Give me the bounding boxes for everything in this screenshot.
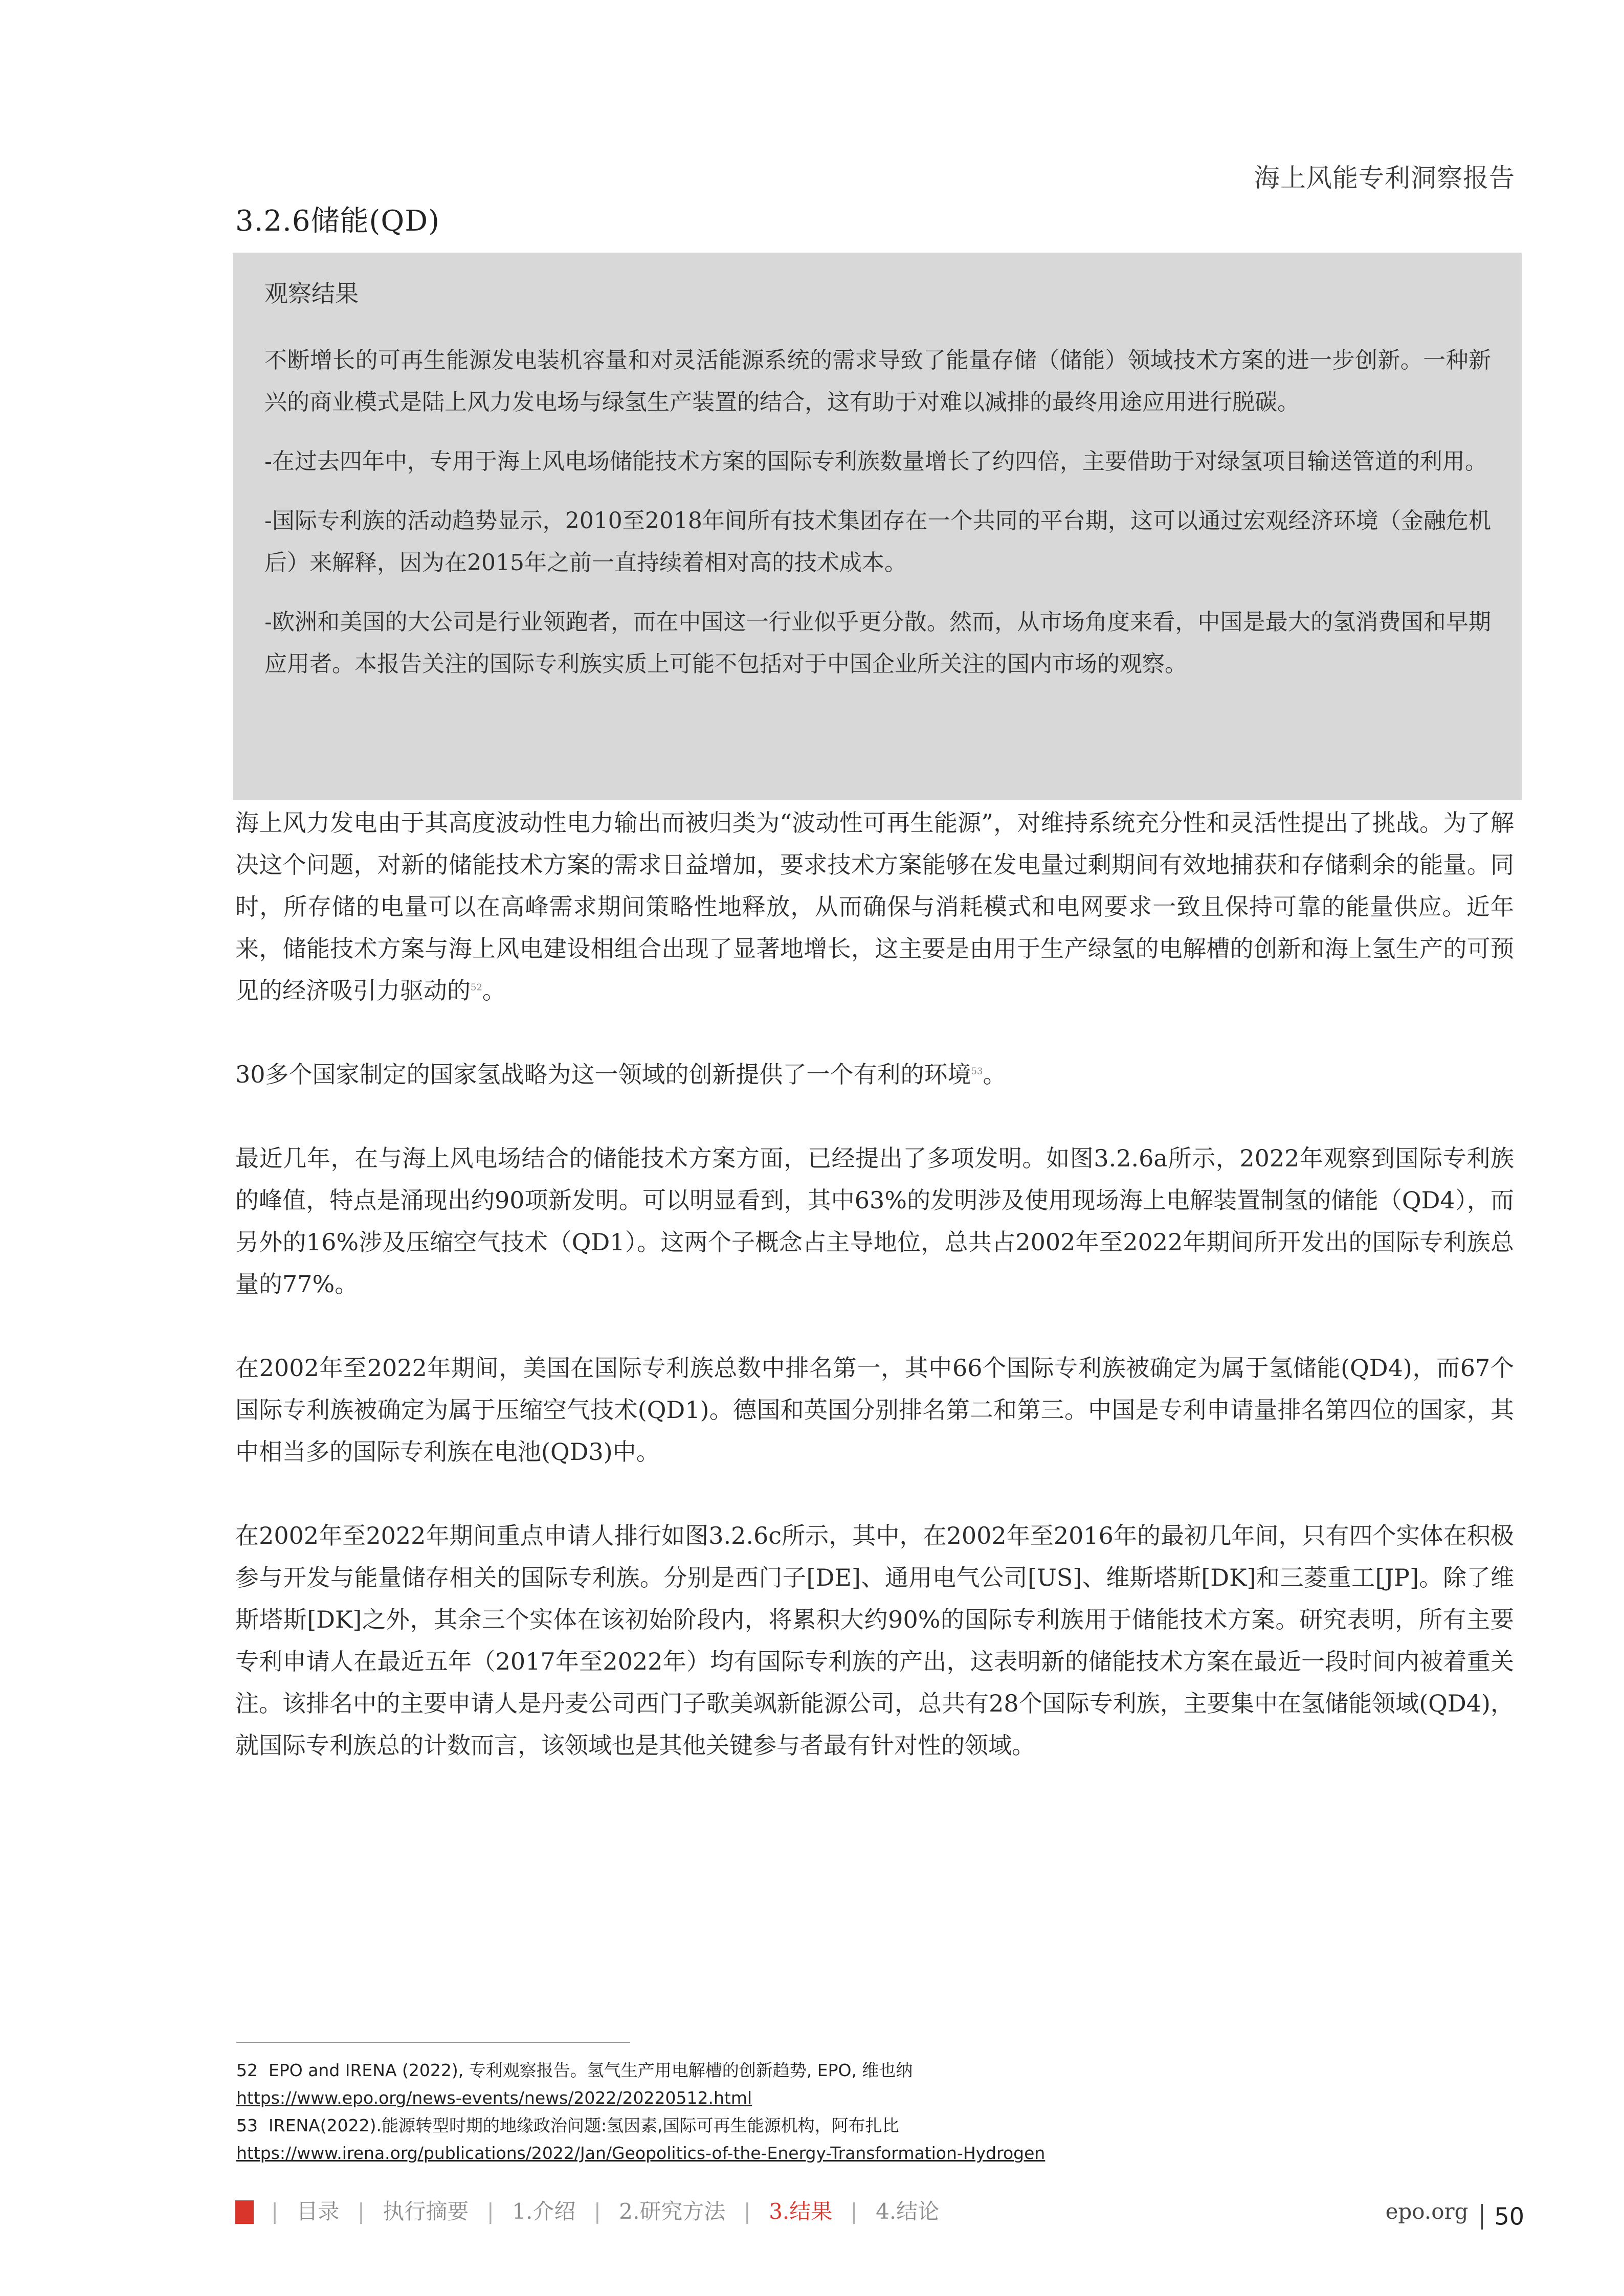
footnote-text: IRENA(2022).能源转型时期的地缘政治问题:氢因素,国际可再生能源机构，阿布扎比: [268, 2115, 899, 2135]
footnote-ref-52[interactable]: 52: [471, 982, 482, 993]
observation-paragraph: -欧洲和美国的大公司是行业领跑者，而在中国这一行业似乎更分散。然而，从市场角度来看，中国是最大的氢消费国和早期应用者。本报告关注的国际专利族实质上可能不包括对于中国企业所关注的国内市场的观察。: [264, 609, 1491, 677]
observation-paragraph: -国际专利族的活动趋势显示，2010至2018年间所有技术集团存在一个共同的平台期，这可以通过宏观经济环境（金融危机后）来解释，因为在2015年之前一直持续着相对高的技术成本。: [264, 508, 1491, 576]
body-paragraph: [235, 1053, 1514, 1095]
nav-results[interactable]: 3.结果: [769, 2199, 833, 2224]
nav-separator: |: [271, 2199, 279, 2224]
footnote-divider: [236, 2042, 630, 2043]
punct: 。: [983, 1061, 1007, 1088]
footer-divider: [1481, 2204, 1483, 2230]
nav-introduction[interactable]: 1.介绍: [512, 2199, 576, 2224]
section-title: 3.2.6储能(QD): [235, 205, 440, 238]
nav-executive-summary[interactable]: 执行摘要: [383, 2199, 469, 2224]
observation-paragraph: 不断增长的可再生能源发电装机容量和对灵活能源系统的需求导致了能量存储（储能）领域技术方案的进一步创新。一种新兴的商业模式是陆上风力发电场与绿氢生产装置的结合，这有助于对难以减排的最终用途应用进行脱碳。: [264, 347, 1491, 415]
body-paragraph: 在2002年至2022年期间，美国在国际专利族总数中排名第一，其中66个国际专利族被确定为属于氢储能(QD4)，而67个国际专利族被确定为属于压缩空气技术(QD1)。德国和英国分别排名第二和第三。中国是专利申请量排名第四位的国家，其中相当多的国际专利族在电池(QD3)中。: [235, 1354, 1514, 1466]
nav-separator: |: [850, 2199, 858, 2224]
body-paragraph: [235, 802, 1514, 1011]
punct: 。: [482, 977, 506, 1004]
running-header: 海上风能专利洞察报告: [1254, 163, 1515, 193]
observation-paragraph: -在过去四年中，专用于海上风电场储能技术方案的国际专利族数量增长了约四倍，主要借助于对绿氢项目输送管道的利用。: [264, 448, 1487, 475]
footer-right: [1386, 2196, 1524, 2232]
footer-site-link[interactable]: epo.org: [1385, 2199, 1469, 2224]
nav-conclusion[interactable]: 4.结论: [876, 2199, 940, 2224]
nav-separator: |: [593, 2199, 601, 2224]
footnote-link[interactable]: https://www.irena.org/publications/2022/Jan/Geopolitics-of-the-Energy-Transformation-Hydrogen: [236, 2143, 1045, 2163]
body-paragraph-text: 30多个国家制定的国家氢战略为这一领域的创新提供了一个有利的环境: [235, 1061, 971, 1088]
footnote-link[interactable]: https://www.epo.org/news-events/news/2022/20220512.html: [236, 2088, 752, 2108]
nav-methodology[interactable]: 2.研究方法: [619, 2199, 726, 2224]
footnote-text: EPO and IRENA (2022), 专利观察报告。氢气生产用电解槽的创新趋势, EPO, 维也纳: [268, 2060, 913, 2080]
footnote-53: [236, 2112, 1464, 2140]
footnote-52: [236, 2057, 1464, 2084]
body-paragraph-text: 海上风力发电由于其高度波动性电力输出而被归类为“波动性可再生能源”，对维持系统充分性和灵活性提出了挑战。为了解决这个问题，对新的储能技术方案的需求日益增加，要求技术方案能够在发电量过剩期间有效地捕获和存储剩余的能量。同时，所存储的电量可以在高峰需求期间策略性地释放，从而确保与消耗模式和电网要求一致且保持可靠的能量供应。近年来，储能技术方案与海上风电建设相组合出现了显著地增长，这主要是由用于生产绿氢的电解槽的创新和海上氢生产的可预见的经济吸引力驱动的: [235, 809, 1514, 1004]
page-number: 50: [1494, 2202, 1524, 2231]
nav-toc[interactable]: 目录: [296, 2199, 340, 2224]
nav-separator: |: [357, 2199, 365, 2224]
observations-box: [233, 253, 1522, 800]
body-text: [235, 802, 1514, 1808]
body-paragraph: 在2002年至2022年期间重点申请人排行如图3.2.6c所示，其中，在2002年至2016年的最初几年间，只有四个实体在积极参与开发与能量储存相关的国际专利族。分别是西门子[DE]、通用电气公司[US]、维斯塔斯[DK]和三菱重工[JP]。除了维斯塔斯[DK]之外，其余三个实体在该初始阶段内，将累积大约90%的国际专利族用于储能技术方案。研究表明，所有主要专利申请人在最近五年（2017年至2022年）均有国际专利族的产出，这表明新的储能技术方案在最近一段时间内被着重关注。该排名中的主要申请人是丹麦公司西门子歌美飒新能源公司，总共有28个国际专利族，主要集中在氢储能领域(QD4)，就国际专利族总的计数而言，该领域也是其他关键参与者最有针对性的领域。: [235, 1522, 1514, 1759]
footnote-number: 53: [236, 2115, 258, 2135]
footnote-number: 52: [236, 2060, 258, 2080]
footnotes: [236, 2057, 1464, 2167]
footnote-ref-53[interactable]: 53: [971, 1066, 983, 1077]
body-paragraph: 最近几年，在与海上风电场结合的储能技术方案方面，已经提出了多项发明。如图3.2.6a所示，2022年观察到国际专利族的峰值，特点是涌现出约90项新发明。可以明显看到，其中63%的发明涉及使用现场海上电解装置制氢的储能（QD4），而另外的16%涉及压缩空气技术（QD1）。这两个子概念占主导地位，总共占2002年至2022年期间所开发出的国际专利族总量的77%。: [235, 1144, 1514, 1298]
nav-separator: |: [743, 2199, 751, 2224]
footer-nav: [260, 2196, 939, 2227]
epo-logo-mark-icon: [235, 2200, 254, 2224]
nav-separator: |: [486, 2199, 494, 2224]
observations-title: 观察结果: [264, 280, 359, 307]
page-footer: [235, 2196, 1524, 2231]
